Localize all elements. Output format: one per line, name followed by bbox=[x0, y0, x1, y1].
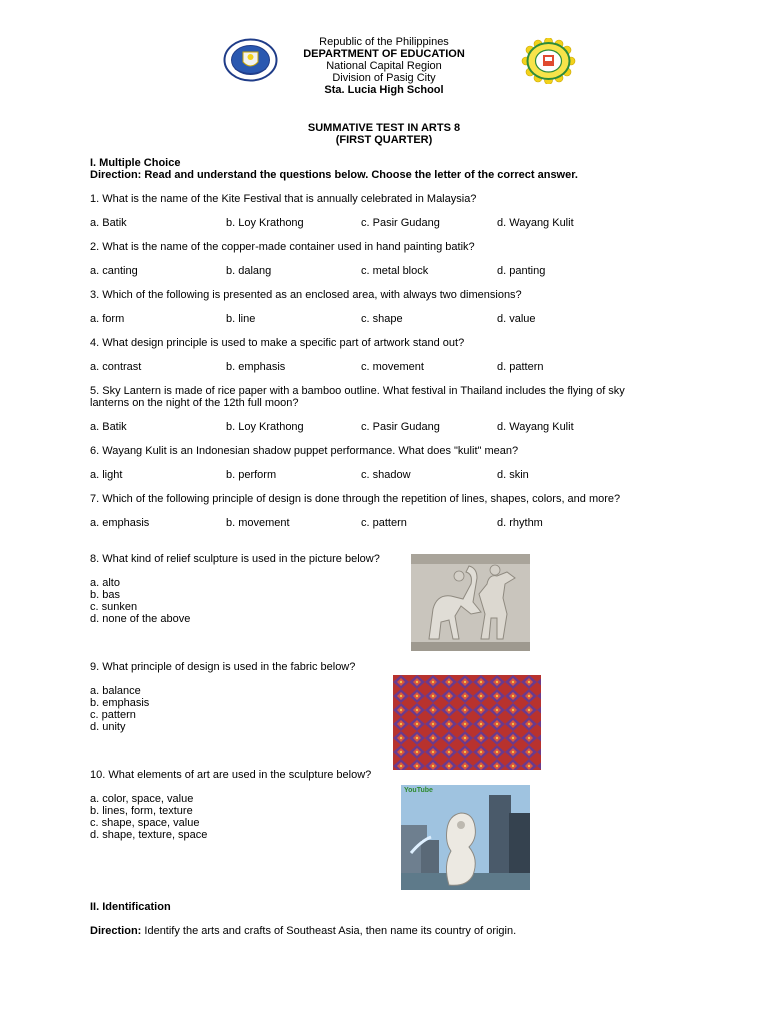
q7-option-b: b. movement bbox=[226, 517, 290, 529]
q4-option-a: a. contrast bbox=[90, 361, 142, 373]
q7-option-d: d. rhythm bbox=[497, 517, 543, 529]
q6-option-b: b. perform bbox=[226, 469, 277, 481]
q9-option-a: a. balance bbox=[90, 685, 141, 697]
part1-direction bbox=[90, 169, 660, 181]
q7-option-a: a. emphasis bbox=[90, 517, 150, 529]
q10-option-d: d. shape, texture, space bbox=[90, 829, 208, 841]
part2-direction bbox=[90, 925, 660, 937]
q8-option-a: a. alto bbox=[90, 577, 120, 589]
q9-option-b: b. emphasis bbox=[90, 697, 150, 709]
question-4: 4. What design principle is used to make a specific part of artwork stand out? bbox=[90, 337, 465, 349]
question-3: 3. Which of the following is presented as an enclosed area, with always two dimensions? bbox=[90, 289, 522, 301]
q3-option-a: a. form bbox=[90, 313, 125, 325]
q2-option-a: a. canting bbox=[90, 265, 138, 277]
merlion-sculpture-image bbox=[401, 785, 530, 890]
q2-option-c: c. metal block bbox=[361, 265, 429, 277]
header-division: Division of Pasig City bbox=[332, 72, 436, 84]
question-6: 6. Wayang Kulit is an Indonesian shadow puppet performance. What does "kulit" mean? bbox=[90, 445, 519, 457]
q1-option-c: c. Pasir Gudang bbox=[361, 217, 440, 229]
part2-direction-label: Direction: bbox=[90, 925, 142, 937]
school-seal-logo bbox=[520, 38, 577, 84]
question-5: 5. Sky Lantern is made of rice paper with a bamboo outline. What festival in Thailand includes the flying of sky lanterns on the night of the 12th full moon? bbox=[90, 385, 625, 409]
q6-option-a: a. light bbox=[90, 469, 123, 481]
q1-option-d: d. Wayang Kulit bbox=[497, 217, 574, 229]
header-department: DEPARTMENT OF EDUCATION bbox=[303, 48, 465, 60]
relief-sculpture-image bbox=[411, 554, 530, 651]
header-republic: Republic of the Philippines bbox=[319, 36, 449, 48]
q8-option-b: b. bas bbox=[90, 589, 120, 601]
q1-option-b: b. Loy Krathong bbox=[226, 217, 304, 229]
part2-direction-text: Identify the arts and crafts of Southeast Asia, then name its country of origin. bbox=[141, 925, 517, 937]
question-9: 9. What principle of design is used in the fabric below? bbox=[90, 661, 356, 673]
question-2: 2. What is the name of the copper-made container used in hand painting batik? bbox=[90, 241, 475, 253]
question-8: 8. What kind of relief sculpture is used in the picture below? bbox=[90, 553, 380, 565]
photo-watermark: YouTube bbox=[404, 787, 433, 794]
deped-seal-logo bbox=[223, 38, 278, 82]
q10-option-a: a. color, space, value bbox=[90, 793, 194, 805]
question-10: 10. What elements of art are used in the sculpture below? bbox=[90, 769, 372, 781]
q6-option-c: c. shadow bbox=[361, 469, 411, 481]
q9-option-d: d. unity bbox=[90, 721, 126, 733]
q6-option-d: d. skin bbox=[497, 469, 529, 481]
fabric-pattern-image bbox=[393, 675, 541, 770]
part2-heading: II. Identification bbox=[90, 901, 171, 913]
q7-option-c: c. pattern bbox=[361, 517, 407, 529]
q3-option-b: b. line bbox=[226, 313, 256, 325]
q10-option-c: c. shape, space, value bbox=[90, 817, 200, 829]
question-1: 1. What is the name of the Kite Festival that is annually celebrated in Malaysia? bbox=[90, 193, 477, 205]
q10-option-b: b. lines, form, texture bbox=[90, 805, 193, 817]
q4-option-c: c. movement bbox=[361, 361, 424, 373]
q5-option-d: d. Wayang Kulit bbox=[497, 421, 574, 433]
q4-option-b: b. emphasis bbox=[226, 361, 286, 373]
q4-option-d: d. pattern bbox=[497, 361, 544, 373]
test-title: SUMMATIVE TEST IN ARTS 8 bbox=[307, 122, 461, 134]
test-quarter: (FIRST QUARTER) bbox=[335, 134, 433, 146]
part1-heading: I. Multiple Choice bbox=[90, 157, 181, 169]
q3-option-c: c. shape bbox=[361, 313, 403, 325]
q5-option-b: b. Loy Krathong bbox=[226, 421, 304, 433]
q9-option-c: c. pattern bbox=[90, 709, 136, 721]
q3-option-d: d. value bbox=[497, 313, 536, 325]
q2-option-b: b. dalang bbox=[226, 265, 272, 277]
part1-direction-label: Direction: bbox=[90, 169, 142, 181]
q2-option-d: d. panting bbox=[497, 265, 546, 277]
q5-option-a: a. Batik bbox=[90, 421, 127, 433]
question-7: 7. Which of the following principle of design is done through the repetition of lines, shapes, colors, and more? bbox=[90, 493, 621, 505]
q5-option-c: c. Pasir Gudang bbox=[361, 421, 440, 433]
header-region: National Capital Region bbox=[326, 60, 442, 72]
q8-option-c: c. sunken bbox=[90, 601, 138, 613]
header-school: Sta. Lucia High School bbox=[324, 84, 444, 96]
q8-option-d: d. none of the above bbox=[90, 613, 191, 625]
q1-option-a: a. Batik bbox=[90, 217, 127, 229]
part1-direction-text: Read and understand the questions below. Choose the letter of the correct answer. bbox=[141, 169, 578, 181]
